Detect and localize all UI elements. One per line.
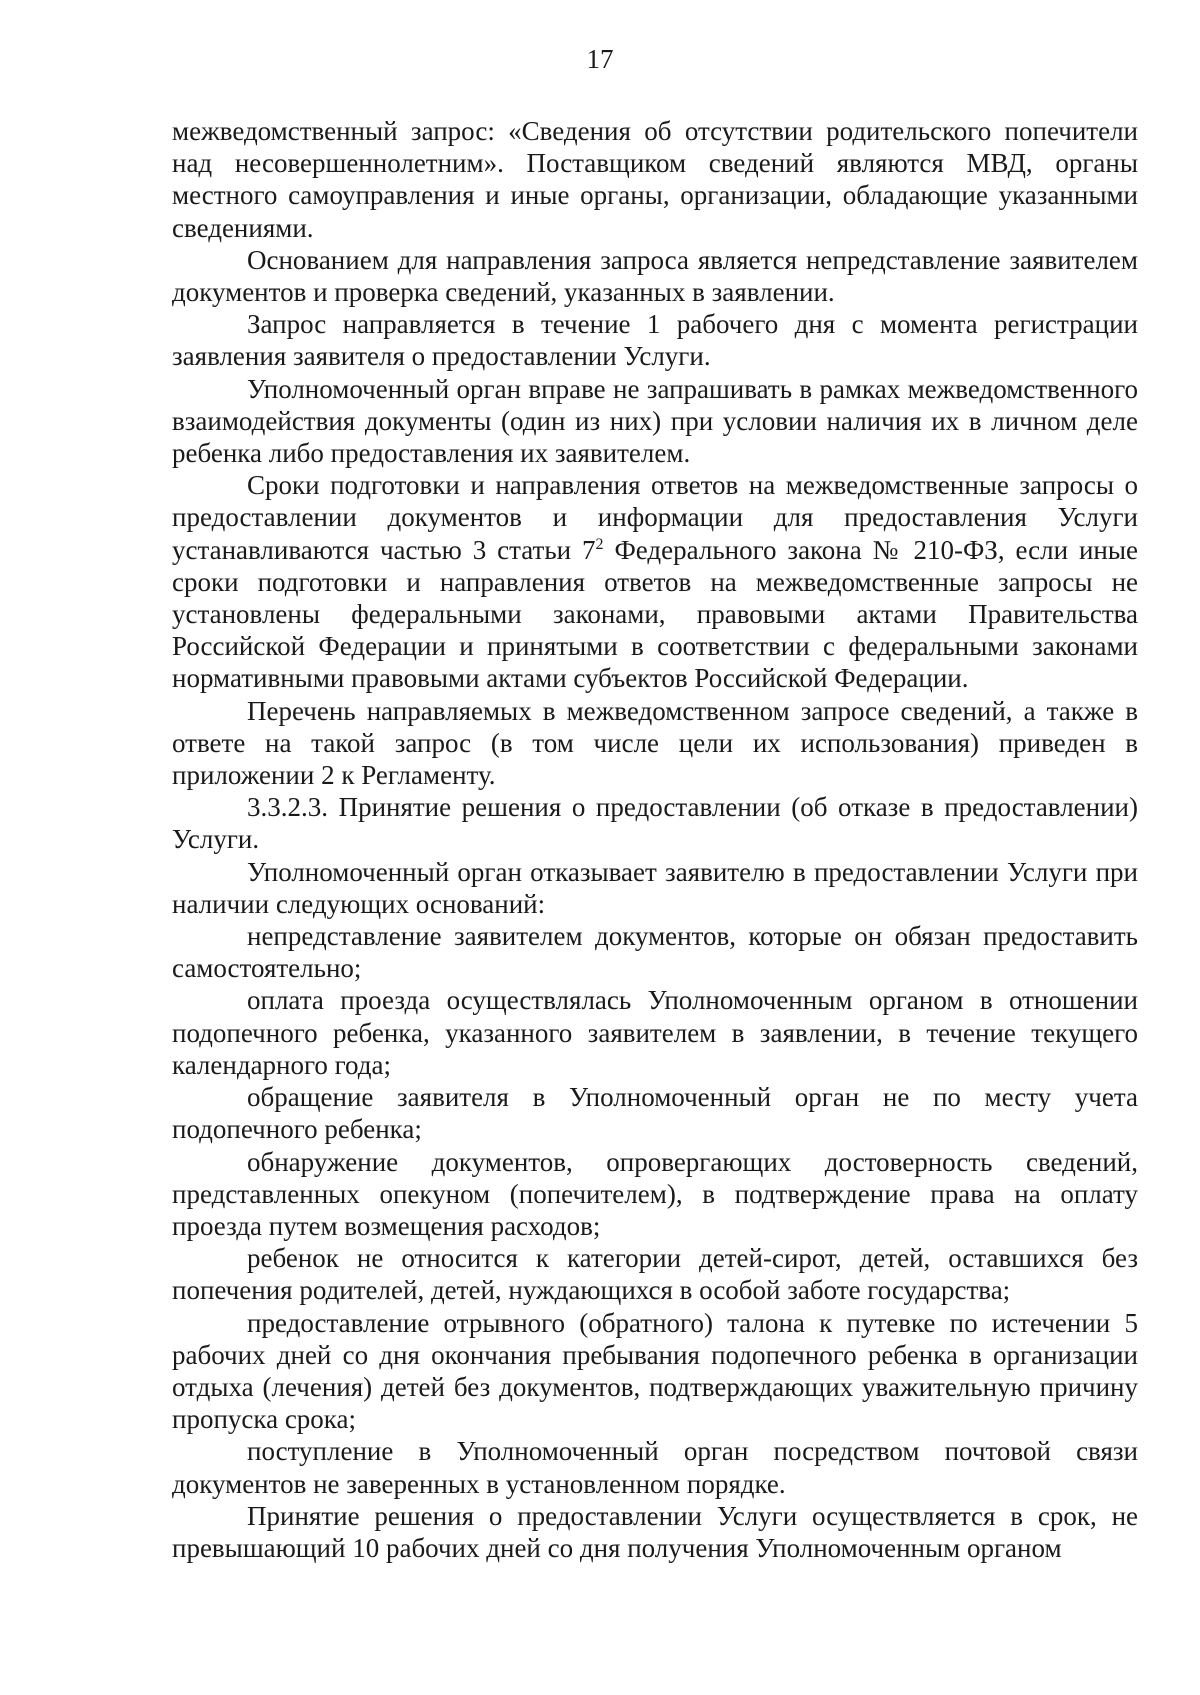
- paragraph-refusal-grounds-intro: Уполномоченный орган отказывает заявителю в предоставлении Услуги при наличии следующих оснований:: [172, 856, 1138, 919]
- paragraph-decision-timing: Принятие решения о предоставлении Услуги осуществляется в срок, не превышающий 10 рабочих дней со дня получения Уполномоченным органом: [172, 1500, 1138, 1563]
- page-number: 17: [586, 44, 614, 74]
- refusal-ground-item: поступление в Уполномоченный орган посредством почтовой связи документов не заверенных в установленном порядке.: [172, 1436, 1138, 1499]
- paragraph-list-of-data: Перечень направляемых в межведомственном запросе сведений, а также в ответе на такой запрос (в том числе цели их использования) приведен в приложении 2 к Регламенту.: [172, 695, 1138, 791]
- refusal-ground-item: непредставление заявителем документов, которые он обязан предоставить самостоятельно;: [172, 921, 1138, 984]
- section-heading-3-3-2-3: 3.3.2.3. Принятие решения о предоставлении (об отказе в предоставлении) Услуги.: [172, 792, 1138, 855]
- refusal-ground-item: ребенок не относится к категории детей-сирот, детей, оставшихся без попечения родителей, детей, нуждающихся в особой заботе государства;: [172, 1243, 1138, 1306]
- paragraph-response-deadlines: [172, 469, 1138, 694]
- paragraph-interagency-request-info: межведомственный запрос: «Сведения об отсутствии родительского попечители над несовершеннолетним». Поставщиком сведений являются МВД, органы местного самоуправления и иные органы, организации, обладающие указанными сведениями.: [172, 116, 1138, 243]
- refusal-ground-item: оплата проезда осуществлялась Уполномоченным органом в отношении подопечного ребенка, указанного заявителем в заявлении, в течение текущего календарного года;: [172, 985, 1138, 1080]
- paragraph-response-deadlines-part2: Федерального закона № 210-ФЗ, если иные сроки подготовки и направления ответов на межведомственные запросы не установлены федеральными законами, правовыми актами Правительства Российской Федерации и принятыми в соответствии с федеральными законами нормативными правовыми актами субъектов Российской Федерации.: [172, 534, 1138, 694]
- refusal-ground-item: предоставление отрывного (обратного) талона к путевке по истечении 5 рабочих дней со дня окончания пребывания подопечного ребенка в организации отдыха (лечения) детей без документов, подтверждающих уважительную причину пропуска срока;: [172, 1307, 1138, 1435]
- article-superscript: 2: [595, 535, 604, 553]
- refusal-ground-item: обнаружение документов, опровергающих достоверность сведений, представленных опекуном (попечителем), в подтверждение права на оплату проезда путем возмещения расходов;: [172, 1146, 1138, 1241]
- paragraph-authority-may-not-request: Уполномоченный орган вправе не запрашивать в рамках межведомственного взаимодействия документы (один из них) при условии наличия их в личном деле ребенка либо предоставления их заявителем.: [172, 373, 1138, 469]
- refusal-ground-item: обращение заявителя в Уполномоченный орган не по месту учета подопечного ребенка;: [172, 1082, 1138, 1145]
- document-body: [172, 115, 1138, 1564]
- paragraph-request-timing: Запрос направляется в течение 1 рабочего дня с момента регистрации заявления заявителя о предоставлении Услуги.: [172, 309, 1138, 372]
- paragraph-response-deadlines-part1: Сроки подготовки и направления ответов на межведомственные запросы о предоставлении документов и информации для предоставления Услуги устанавливаются частью 3 статьи 7: [172, 470, 1138, 565]
- paragraph-request-grounds: Основанием для направления запроса является непредставление заявителем документов и проверка сведений, указанных в заявлении.: [172, 244, 1138, 308]
